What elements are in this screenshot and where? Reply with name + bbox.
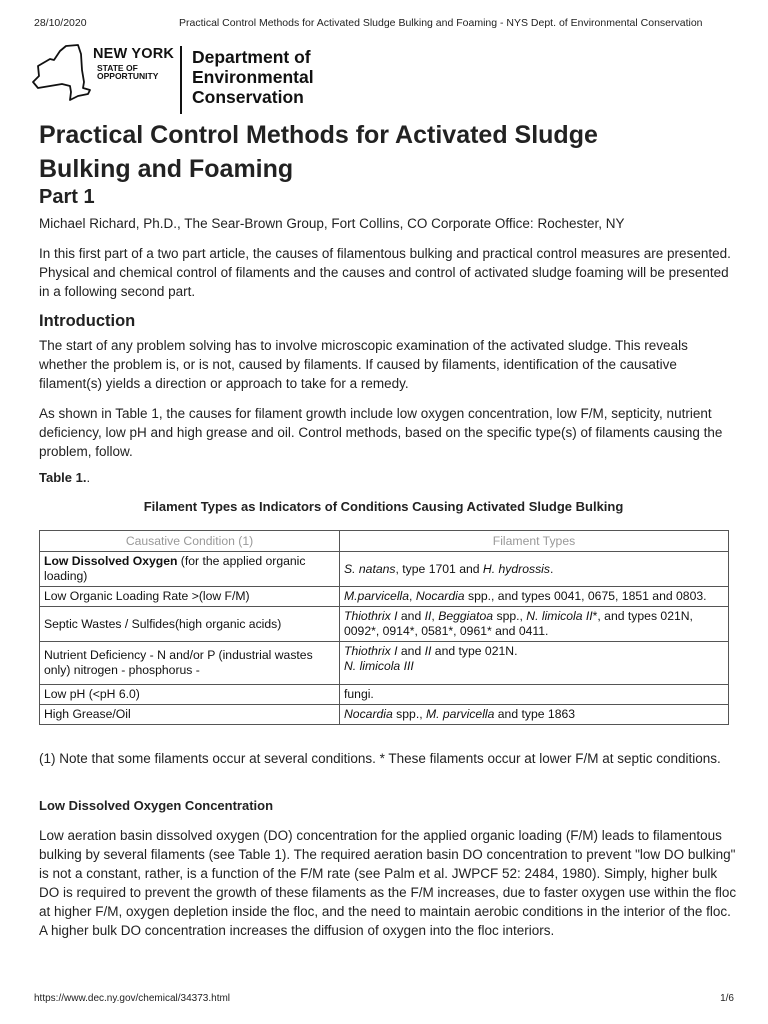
- logo-tagline-line2: OPPORTUNITY: [97, 71, 159, 81]
- header-causative-condition: Causative Condition (1): [40, 531, 340, 552]
- table-label: Table 1..: [39, 470, 91, 485]
- condition-cell: Septic Wastes / Sulfides(high organic acids): [40, 607, 340, 642]
- filament-cell: Thiothrix I and II, Beggiatoa spp., N. limicola II*, and types 021N, 0092*, 0914*, 0581*, 0961* and 0411.: [340, 607, 729, 642]
- page-title-line1: Practical Control Methods for Activated Sludge: [39, 121, 598, 149]
- intro-paragraph: In this first part of a two part article, the causes of filamentous bulking and practical control measures are presented. Physical and chemical control of filaments and the causes and control of activated sludge foaming will be presented in a following second part.: [39, 246, 731, 299]
- page-title: [39, 118, 739, 186]
- part-heading: Part 1: [39, 186, 95, 208]
- introduction-paragraph-1: The start of any problem solving has to involve microscopic examination of the activated sludge. This reveals whether the problem is, or is not, caused by filaments. If caused by filaments, identification of the causative filament(s) yields a direction or approach to take for a remedy.: [39, 338, 688, 391]
- condition-cell: Low Organic Loading Rate >(low F/M): [40, 587, 340, 607]
- table-row: [40, 607, 729, 642]
- introduction-paragraph-2: As shown in Table 1, the causes for filament growth include low oxygen concentration, low F/M, septicity, nutrient deficiency, low pH and high grease and oil. Control methods, based on the specific type(s) of filaments causing the problem, follow.: [39, 406, 723, 459]
- logo-department-name: [192, 47, 314, 107]
- condition-cell: Low pH (<pH 6.0): [40, 685, 340, 705]
- author-line: Michael Richard, Ph.D., The Sear-Brown Group, Fort Collins, CO Corporate Office: Rochester, NY: [39, 216, 625, 231]
- header-filament-types: Filament Types: [340, 531, 729, 552]
- print-date: 28/10/2020: [34, 17, 87, 29]
- table-row: [40, 552, 729, 587]
- condition-cell: Low Dissolved Oxygen (for the applied organic loading): [40, 552, 340, 587]
- table-note: (1) Note that some filaments occur at several conditions. * These filaments occur at lower F/M at septic conditions.: [39, 751, 721, 766]
- nys-dec-logo[interactable]: [30, 42, 330, 114]
- table-caption: Filament Types as Indicators of Conditions Causing Activated Sludge Bulking: [143, 499, 624, 514]
- table-header-row: [40, 531, 729, 552]
- new-york-state-outline-icon: [30, 42, 92, 104]
- print-header: [34, 17, 734, 31]
- filament-cell: S. natans, type 1701 and H. hydrossis.: [340, 552, 729, 587]
- page-url-link[interactable]: https://www.dec.ny.gov/chemical/34373.html: [34, 993, 231, 1004]
- filament-cell: M.parvicella, Nocardia spp., and types 0041, 0675, 1851 and 0803.: [340, 587, 729, 607]
- condition-cell: High Grease/Oil: [40, 705, 340, 725]
- table-row: [40, 705, 729, 725]
- filament-cell: fungi.: [340, 685, 729, 705]
- section-heading-low-do: Low Dissolved Oxygen Concentration: [39, 798, 274, 813]
- introduction-heading: Introduction: [39, 312, 136, 330]
- print-page-title: Practical Control Methods for Activated Sludge Bulking and Foaming - NYS Dept. of Environmental Conservation: [179, 17, 703, 29]
- table-row: [40, 587, 729, 607]
- page-number: 1/6: [720, 993, 734, 1004]
- logo-tagline-line1: STATE OF: [97, 63, 138, 73]
- logo-divider: [180, 46, 182, 114]
- page-title-line2: Bulking and Foaming: [39, 155, 294, 183]
- filament-cell: Nocardia spp., M. parvicella and type 1863: [340, 705, 729, 725]
- table-row: [40, 642, 729, 685]
- filament-types-table: [39, 530, 729, 725]
- low-do-paragraph: Low aeration basin dissolved oxygen (DO) concentration for the applied organic loading (F/M) leads to filamentous bulking by several filaments (see Table 1). The required aeration basin DO concentration to prevent "low DO bulking" is not a constant, rather, is a function of the F/M rate (see Palm et al. JWPCF 52: 2484, 1980). Simply, higher bulk DO is required to prevent the growth of these filaments as the F/M increases, due to faster oxygen use within the floc at higher F/M, oxygen depletion inside the floc, and the need to maintain aerobic conditions in the interior of the floc. A higher bulk DO concentration increases the diffusion of oxygen into the floc interiors.: [39, 828, 737, 938]
- table-row: [40, 685, 729, 705]
- condition-cell: Nutrient Deficiency - N and/or P (industrial wastes only) nitrogen - phosphorus -: [40, 642, 340, 685]
- logo-tagline: [97, 64, 158, 80]
- logo-state-name: NEW YORK: [93, 46, 175, 62]
- dept-line2: Environmental: [192, 67, 314, 87]
- dept-line1: Department of: [192, 47, 311, 67]
- print-footer: [34, 993, 734, 1007]
- filament-cell: Thiothrix I and II and type 021N. N. limicola III: [340, 642, 729, 685]
- dept-line3: Conservation: [192, 87, 304, 107]
